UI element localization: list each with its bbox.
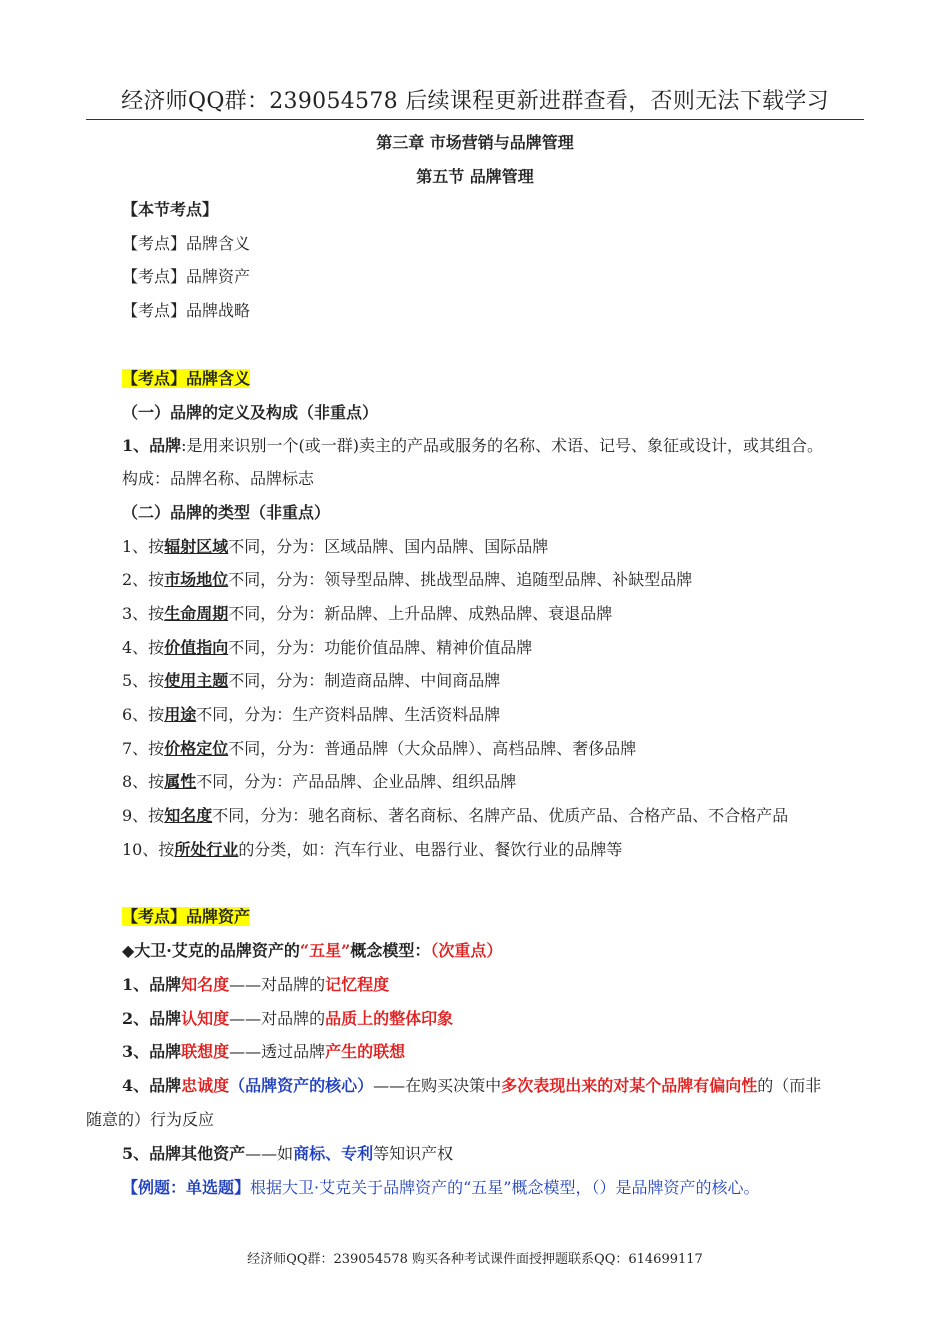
example-question: 【例题：单选题】根据大卫·艾克关于品牌资产的“五星”概念模型，（）是品牌资产的核心。 [122,1178,760,1197]
brand-composition: 构成：品牌名称、品牌标志 [122,469,315,488]
brand-type-item: 10、按所处行业的分类，如：汽车行业、电器行业、餐饮行业的品牌等 [122,840,623,859]
brand-equity-item: 1、品牌知名度——对品牌的记忆程度 [122,975,390,994]
part1-sub2: （二）品牌的类型（非重点） [122,503,331,522]
brand-type-item: 6、按用途不同，分为：生产资料品牌、生活资料品牌 [122,705,501,724]
chapter-title: 第三章 市场营销与品牌管理 [376,133,574,152]
key-points-heading: 【本节考点】 [122,200,219,219]
key-point-item: 【考点】品牌战略 [122,301,251,320]
brand-type-item: 1、按辐射区域不同，分为：区域品牌、国内品牌、国际品牌 [122,537,549,556]
brand-definition: 1、品牌:是用来识别一个(或一群)卖主的产品或服务的名称、术语、记号、象征或设计，或其组合。 [122,436,824,455]
brand-equity-item: 3、品牌联想度——透过品牌产生的联想 [122,1042,406,1061]
brand-type-item: 3、按生命周期不同，分为：新品牌、上升品牌、成熟品牌、衰退品牌 [122,604,613,623]
five-star-model-title: ◆大卫·艾克的品牌资产的“五星”概念模型：（次重点） [122,941,503,960]
key-point-item: 【考点】品牌含义 [122,234,251,253]
brand-equity-item: 2、品牌认知度——对品牌的品质上的整体印象 [122,1009,454,1028]
key-point-item: 【考点】品牌资产 [122,267,251,286]
brand-equity-item-other: 5、品牌其他资产——如商标、专利等知识产权 [122,1144,454,1163]
brand-type-item: 5、按使用主题不同，分为：制造商品牌、中间商品牌 [122,671,501,690]
page-footer: 经济师QQ群：239054578 购买各种考试课件面授押题联系QQ：614699117 [247,1252,703,1267]
part2-heading: 【考点】品牌资产 [122,907,251,926]
brand-type-item: 2、按市场地位不同，分为：领导型品牌、挑战型品牌、追随型品牌、补缺型品牌 [122,570,693,589]
header-divider [86,119,864,120]
brand-type-item: 8、按属性不同，分为：产品品牌、企业品牌、组织品牌 [122,772,517,791]
brand-equity-item-loyalty-cont: 随意的）行为反应 [86,1110,215,1129]
brand-type-item: 7、按价格定位不同，分为：普通品牌（大众品牌）、高档品牌、奢侈品牌 [122,739,637,758]
brand-equity-item-loyalty: 4、品牌忠诚度（品牌资产的核心）——在购买决策中多次表现出来的对某个品牌有偏向性的（而非 [122,1076,822,1095]
part1-sub1: （一）品牌的定义及构成（非重点） [122,403,379,422]
section-title: 第五节 品牌管理 [416,167,534,186]
brand-type-item: 4、按价值指向不同，分为：功能价值品牌、精神价值品牌 [122,638,533,657]
part1-heading: 【考点】品牌含义 [122,369,251,388]
page-header: 经济师QQ群：239054578 后续课程更新进群查看，否则无法下载学习 [121,89,829,114]
brand-type-item: 9、按知名度不同，分为：驰名商标、著名商标、名牌产品、优质产品、合格产品、不合格产品 [122,806,789,825]
